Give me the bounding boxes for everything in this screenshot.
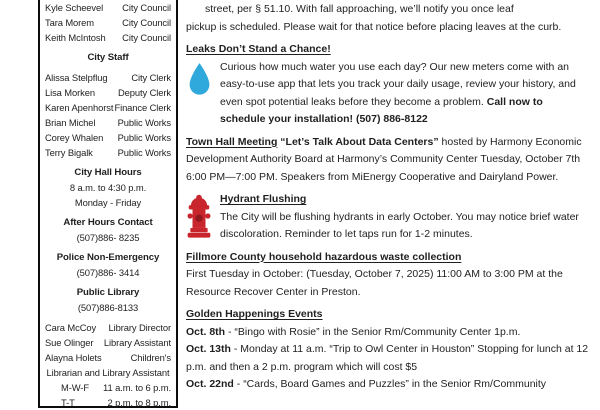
hazardous-waste-section	[186, 249, 590, 302]
water-drop-icon	[186, 59, 220, 99]
event-date: Oct. 13th	[186, 343, 231, 355]
event-date: Oct. 8th	[186, 325, 226, 338]
leaks-call-to-action: Call now to schedule your installation! (507) 886-8122	[220, 95, 543, 125]
staff-name: Corey Whalen	[45, 132, 104, 143]
leaf-pickup-line-2: pickup is scheduled. Please wait for that notice before placing leaves at the curb.	[186, 20, 562, 33]
town-hall-body: hosted by Harmony Economic Development Authority Board at Harmony’s Community Center Tuesday, October 7th 6:00 PM—7:00 PM. Speakers from MiEnergy Cooperative and Dairyland Power.	[186, 135, 582, 183]
event-description: - “Cards, Board Games and Puzzles” in the Senior Rm/Community	[233, 378, 547, 390]
event-description: - Monday at 11 a.m. “Trip to Owl Center in Houston” Stopping for lunch at 12 p.m. and then a 2 p.m. program which will cost $5	[186, 343, 589, 373]
leaks-heading: Leaks Don’t Stand a Chance!	[186, 43, 331, 55]
council-row	[45, 30, 171, 45]
leaf-pickup-notice	[186, 1, 590, 36]
council-member-name: Tara Morem	[45, 17, 95, 28]
public-library-phone: (507)886-8133	[77, 302, 139, 313]
staff-name: Brian Michel	[45, 117, 96, 128]
leaks-text	[220, 59, 590, 129]
council-member-role: City Council	[122, 32, 171, 43]
library-staff-row	[45, 320, 171, 335]
event-date: Oct. 22nd	[186, 378, 234, 390]
staff-role: City Clerk	[131, 72, 171, 83]
public-library-heading: Public Library	[76, 287, 140, 298]
library-hours-row	[45, 395, 171, 410]
police-non-emergency-heading: Police Non-Emergency	[56, 252, 160, 263]
staff-name: Lisa Morken	[45, 87, 95, 98]
leaks-section	[186, 41, 590, 129]
after-hours-heading: After Hours Contact	[63, 217, 153, 228]
library-staff-name: Alayna Holets	[45, 352, 102, 363]
staff-role: Public Works	[117, 132, 171, 143]
staff-role: Finance Clerk	[114, 102, 171, 113]
staff-row	[45, 100, 171, 115]
newsletter-body	[186, 1, 590, 394]
council-row	[45, 15, 171, 30]
council-member-role: City Council	[122, 17, 171, 28]
police-non-emergency-phone: (507)886- 3414	[76, 267, 140, 278]
leaks-body: Curious how much water you use each day? Our new meters come with an easy-to-use app that lets you track your daily usage, review your history, and even spot potential leaks before they become a problem.	[220, 60, 576, 108]
staff-name: Terry Bigalk	[45, 147, 93, 158]
library-hours-time: 11 a.m. to 6 p.m.	[103, 382, 171, 393]
council-member-role: City Council	[122, 2, 171, 13]
after-hours-phone: (507)886- 8235	[76, 232, 140, 243]
hazardous-waste-body: First Tuesday in October: (Tuesday, October 7, 2025) 11:00 AM to 3:00 PM at the Resource Recover Center in Preston.	[186, 268, 563, 298]
city-hall-hours-time: 8 a.m. to 4:30 p.m.	[69, 182, 147, 193]
library-staff-name: Sue Olinger	[45, 337, 94, 348]
council-row	[45, 0, 171, 15]
library-hours-time: 2 p.m. to 8 p.m.	[107, 397, 171, 408]
library-staff-row	[45, 350, 171, 365]
hydrant-text	[220, 191, 590, 244]
staff-role: Deputy Clerk	[118, 87, 171, 98]
library-hours-row	[45, 380, 171, 395]
council-member-name: Keith McIntosh	[45, 32, 106, 43]
library-hours-days: T-T	[61, 397, 75, 408]
city-hall-hours-days: Monday - Friday	[74, 197, 142, 208]
event-item	[186, 324, 590, 342]
hydrant-heading: Hydrant Flushing	[220, 193, 307, 205]
hazardous-waste-heading: Fillmore County household hazardous waste collection	[186, 250, 462, 263]
staff-row	[45, 130, 171, 145]
staff-role: Public Works	[117, 117, 171, 128]
event-description: - “Bingo with Rosie” in the Senior Rm/Community Center 1p.m.	[225, 325, 521, 338]
council-member-name: Kyle Scheevel	[45, 2, 104, 13]
golden-happenings-heading: Golden Happenings Events	[186, 308, 323, 320]
fire-hydrant-icon	[186, 191, 220, 239]
library-staff-continuation: Librarian and Library Assistant	[46, 367, 170, 378]
staff-name: Alissa Stelpflug	[45, 72, 108, 83]
library-hours-days: M-W-F	[61, 382, 89, 393]
city-staff-heading: City Staff	[87, 52, 129, 63]
leaf-pickup-line-1: street, per § 51.10. With fall approaching, we’ll notify you once leaf	[205, 3, 514, 15]
library-staff-role: Library Assistant	[103, 337, 171, 348]
library-staff-name: Cara McCoy	[45, 322, 97, 333]
town-hall-section	[186, 134, 590, 187]
staff-row	[45, 85, 171, 100]
town-hall-title: “Let’s Talk About Data Centers”	[277, 135, 439, 148]
city-hall-hours-heading: City Hall Hours	[74, 167, 142, 178]
staff-row	[45, 145, 171, 160]
event-item	[186, 341, 590, 376]
library-staff-row	[45, 335, 171, 350]
event-item	[186, 376, 590, 394]
staff-row	[45, 70, 171, 85]
staff-role: Public Works	[117, 147, 171, 158]
staff-name: Karen Apenhorst	[45, 102, 114, 113]
sidebar-contact-panel	[38, 0, 178, 408]
staff-row	[45, 115, 171, 130]
library-staff-role: Library Director	[108, 322, 171, 333]
hydrant-section	[186, 191, 590, 244]
golden-happenings-section	[186, 306, 590, 394]
town-hall-heading: Town Hall Meeting	[186, 135, 278, 148]
library-staff-role: Children's	[130, 352, 171, 363]
hydrant-body: The City will be flushing hydrants in early October. You may notice brief water discoloration. Reminder to let taps run for 1-2 minutes.	[220, 210, 579, 240]
